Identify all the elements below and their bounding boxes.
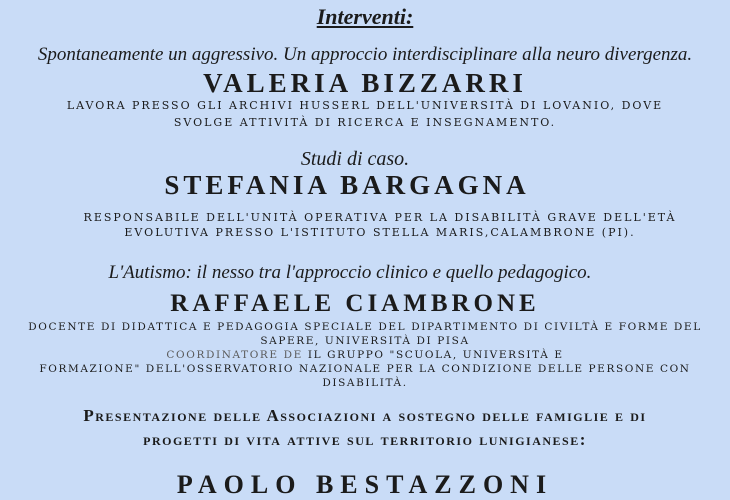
speaker-desc-2b: EVOLUTIVA PRESSO L'ISTITUTO STELLA MARIS,CALAMBRONE (PI). [124,226,636,239]
associations-line-1: Presentazione delle Associazioni a sostegno delle famiglie e di [83,406,647,425]
speaker-desc-1b: SVOLGE ATTIVITÀ DI RICERCA E INSEGNAMENTO. [173,116,557,129]
coordinator-group: IL GRUPPO "SCUOLA, UNIVERSITÀ E [307,349,564,361]
speaker-desc-3c [0,348,730,362]
talk-title-3: L'Autismo: il nesso tra l'approccio clinico e quello pedagogico. [108,262,592,283]
speaker-name-3: RAFFAELE CIAMBRONE [170,290,540,317]
section-heading: Interventi: [316,4,414,29]
next-speaker-name-cut: PAOLO BESTAZZONI [176,470,554,499]
speaker-desc-3d: FORMAZIONE" DELL'OSSERVATORIO NAZIONALE PER LA CONDIZIONE DELLE PERSONE CON [39,363,691,375]
speaker-name-1: VALERIA BIZZARRI [203,68,527,98]
associations-line-2: progetti di vita attive sul territorio lunigianese: [143,430,587,449]
coordinator-label: COORDINATORE DE [166,349,303,361]
speaker-desc-3a: DOCENTE DI DIDATTICA E PEDAGOGIA SPECIALE DEL DIPARTIMENTO DI CIVILTÀ E FORME DEL [28,321,702,333]
speaker-desc-3e: DISABILITÀ. [322,377,408,389]
speaker-desc-3b: SAPERE, UNIVERSITÀ DI PISA [260,335,470,347]
speaker-desc-2a: RESPONSABILE DELL'UNITÀ OPERATIVA PER LA DISABILITÀ GRAVE DELL'ETÀ [83,211,677,224]
speaker-desc-1a: LAVORA PRESSO GLI ARCHIVI HUSSERL DELL'UNIVERSITÀ DI LOVANIO, DOVE [66,99,664,112]
speaker-name-2: STEFANIA BARGAGNA [164,170,530,200]
talk-title-2: Studi di caso. [300,148,410,170]
talk-title-1: Spontaneamente un aggressivo. Un approccio interdisciplinare alla neuro divergenza. [37,44,693,65]
